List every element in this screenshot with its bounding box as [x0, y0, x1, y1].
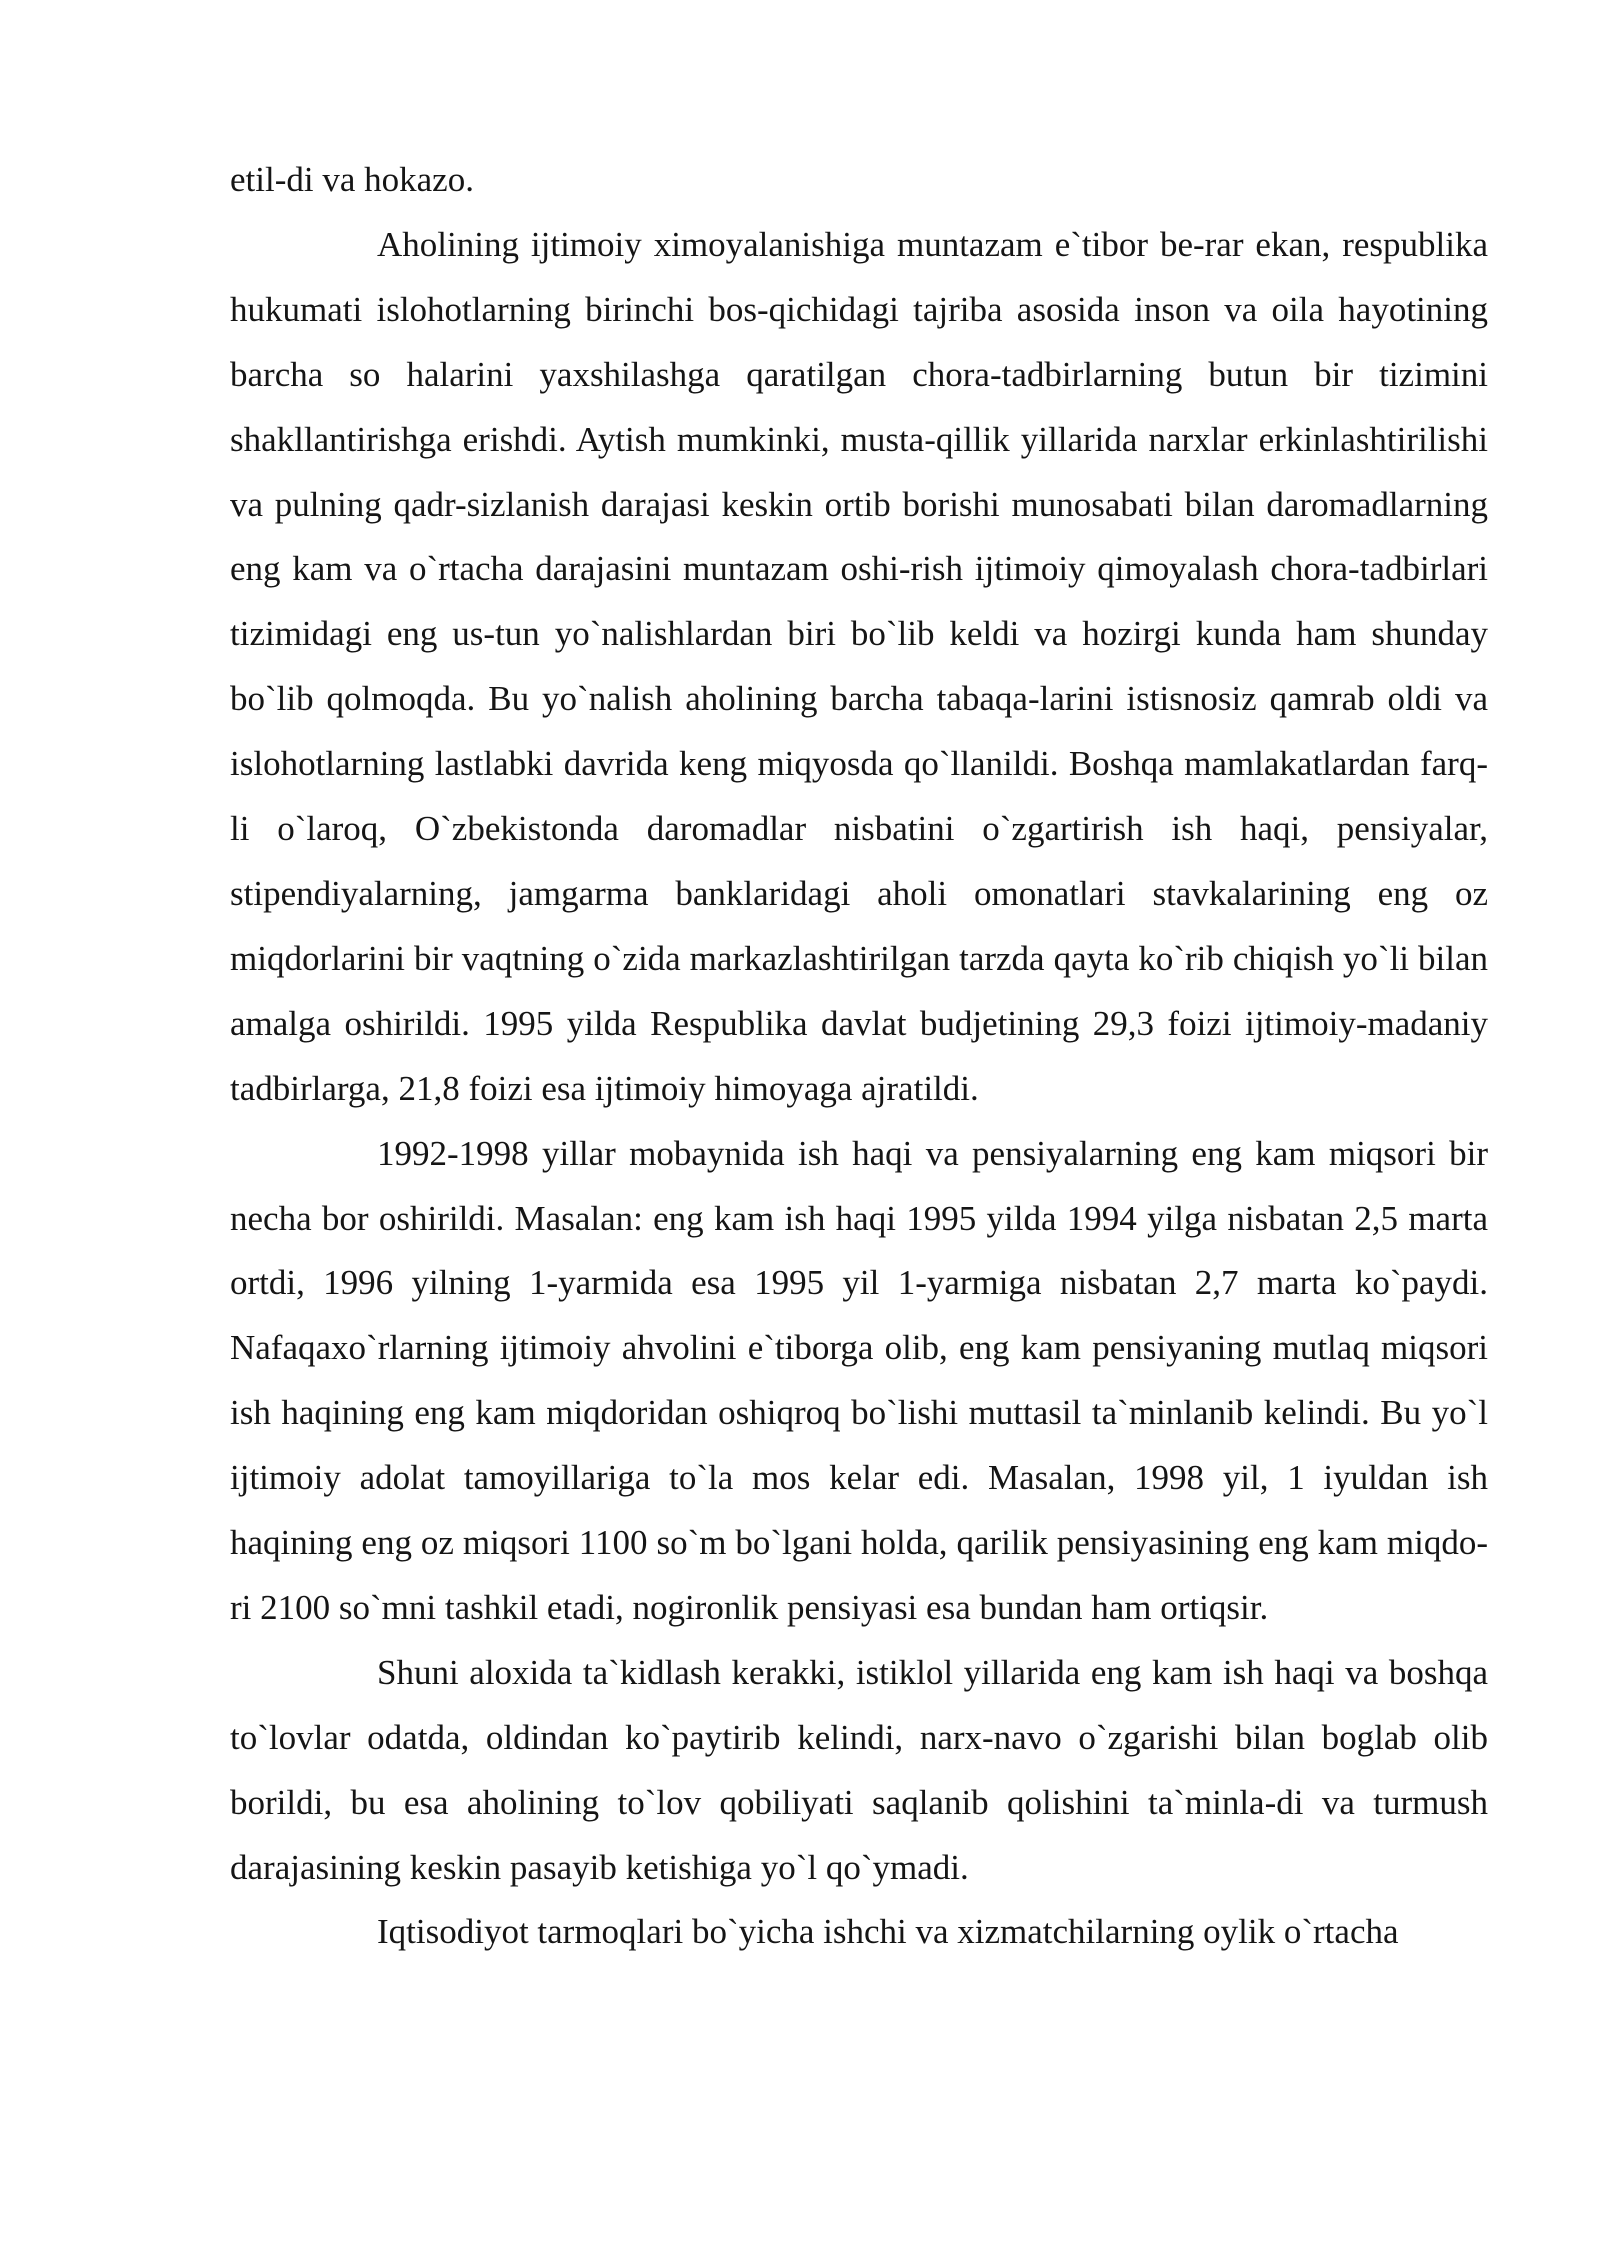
document-body — [230, 148, 1488, 1965]
paragraph-social-protection: Aholining ijtimoiy ximoyalanishiga muntazam e`tibor be-rar ekan, respublika hukumati islohotlarning birinchi bos-qichidagi tajriba asosida inson va oila hayotining barcha so halarini yaxshilashga qaratilgan chora-tadbirlarning butun bir tizimini shakllantirishga erishdi. Aytish mumkinki, musta-qillik yillarida narxlar erkinlashtirilishi va pulning qadr-sizlanish darajasi keskin ortib borishi munosabati bilan daromadlarning eng kam va o`rtacha darajasini muntazam oshi-rish ijtimoiy qimoyalash chora-tadbirlari tizimidagi eng us-tun yo`nalishlardan biri bo`lib keldi va hozirgi kunda ham shunday bo`lib qolmoqda. Bu yo`nalish aholining barcha tabaqa-larini istisnosiz qamrab oldi va islohotlarning lastlabki davrida keng miqyosda qo`llanildi. Boshqa mamlakatlardan farq-li o`laroq, O`zbekistonda daromadlar nisbatini o`zgartirish ish haqi, pensiyalar, stipendiyalarning, jamgarma banklaridagi aholi omonatlari stavkalarining eng oz miqdorlarini bir vaqtning o`zida markazlashtirilgan tarzda qayta ko`rib chiqish yo`li bilan amalga oshirildi. 1995 yilda Respublika davlat budjetining 29,3 foizi ijtimoiy-madaniy tadbirlarga, 21,8 foizi esa ijtimoiy himoyaga ajratildi. — [230, 224, 1488, 1108]
paragraph-payments: Shuni aloxida ta`kidlash kerakki, istiklol yillarida eng kam ish haqi va boshqa to`lovlar odatda, oldindan ko`paytirib kelindi, narx-navo o`zgarishi bilan boglab olib borildi, bu esa aholining to`lov qobiliyati saqlanib qolishini ta`minla-di va turmush darajasining keskin pasayib ketishiga yo`l qo`ymadi. — [230, 1652, 1488, 1887]
paragraph-continuation: etil-di va hokazo. — [230, 160, 474, 199]
paragraph-economy-sectors: Iqtisodiyot tarmoqlari bo`yicha ishchi va xizmatchilarning oylik o`rtacha — [377, 1912, 1399, 1952]
paragraph-minimum-wage: 1992-1998 yillar mobaynida ish haqi va pensiyalarning eng kam miqsori bir necha bor oshirildi. Masalan: eng kam ish haqi 1995 yilda 1994 yilga nisbatan 2,5 marta ortdi, 1996 yilning 1-yarmida esa 1995 yil 1-yarmiga nisbatan 2,7 marta ko`paydi. Nafaqaxo`rlarning ijtimoiy ahvolini e`tiborga olib, eng kam pensiyaning mutlaq miqsori ish haqining eng kam miqdoridan oshiqroq bo`lishi muttasil ta`minlanib kelindi. Bu yo`l ijtimoiy adolat tamoyillariga to`la mos kelar edi. Masalan, 1998 yil, 1 iyuldan ish haqining eng oz miqsori 1100 so`m bo`lgani holda, qarilik pensiyasining eng kam miqdo-ri 2100 so`mni tashkil etadi, nogironlik pensiyasi esa bundan ham ortiqsir. — [230, 1133, 1488, 1627]
